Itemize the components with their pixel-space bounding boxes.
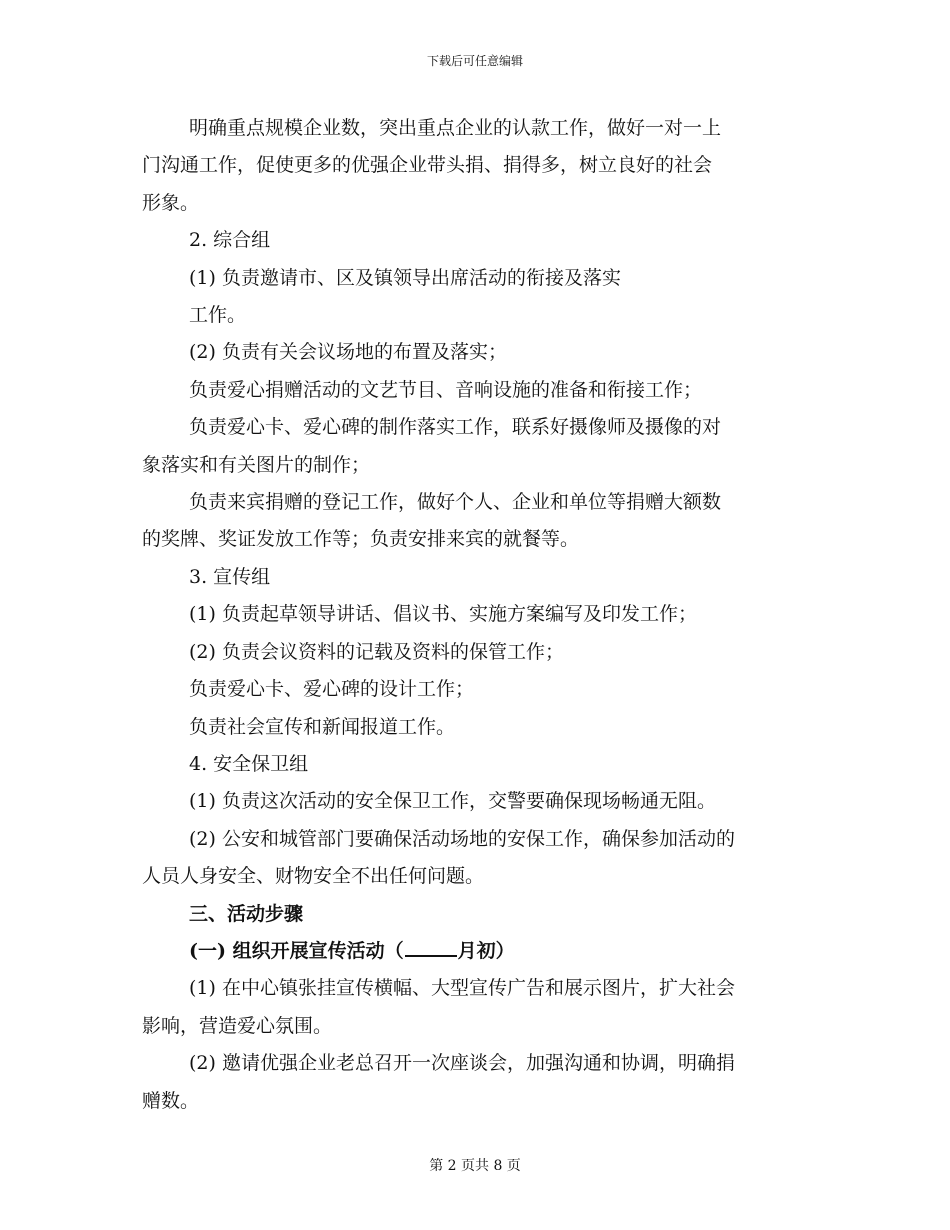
paragraph-line: 负责爱心卡、爱心碑的制作落实工作，联系好摄像师及摄像的对 [189,416,722,439]
paragraph-line: (2) 公安和城管部门要确保活动场地的安保工作，确保参加活动的 [189,827,735,850]
subsection-heading [142,933,812,970]
section-heading: 三、活动步骤 [189,902,304,925]
paragraph-line: (1) 负责起草领导讲话、倡议书、实施方案编写及印发工作； [189,603,697,626]
paragraph-line: (2) 负责会议资料的记载及资料的保管工作； [189,640,564,663]
subsection-heading-text: (一) 组织开展宣传活动（ [189,939,404,962]
page-footer: 第 2 页共 8 页 [429,1158,521,1174]
paragraph-line: 工作。 [189,304,247,327]
paragraph-line: 门沟通工作，促使更多的优强企业带头捐、捐得多，树立良好的社会 [142,154,713,177]
section-heading: 4. 安全保卫组 [189,752,309,775]
paragraph-line: 的奖牌、奖证发放工作等；负责安排来宾的就餐等。 [142,528,580,551]
paragraph-line: 负责来宾捐赠的登记工作，做好个人、企业和单位等捐赠大额数 [189,491,722,514]
paragraph-line: 影响，营造爱心氛围。 [142,1014,333,1037]
paragraph-line: (2) 邀请优强企业老总召开一次座谈会，加强沟通和协调，明确捐 [189,1052,735,1075]
paragraph-line: 赠数。 [142,1089,200,1112]
paragraph-line: 负责爱心捐赠活动的文艺节目、音响设施的准备和衔接工作； [189,378,703,401]
paragraph-line: (1) 负责这次活动的安全保卫工作，交警要确保现场畅通无阻。 [189,790,716,813]
paragraph-line: 象落实和有关图片的制作； [142,453,371,476]
page-header: 下载后可任意编辑 [426,54,523,68]
document-body [142,110,812,1120]
section-heading: 2. 综合组 [189,229,271,252]
paragraph-line: 负责社会宣传和新闻报道工作。 [189,715,456,738]
fill-in-blank [405,935,457,957]
paragraph-line: (1) 在中心镇张挂宣传横幅、大型宣传广告和展示图片，扩大社会 [189,977,735,1000]
subsection-heading-suffix: 月初） [457,939,515,962]
section-heading: 3. 宣传组 [189,565,271,588]
paragraph-line: 负责爱心卡、爱心碑的设计工作； [189,678,475,701]
paragraph-line: 人员人身安全、财物安全不出任何问题。 [142,865,485,888]
paragraph-line: (2) 负责有关会议场地的布置及落实； [189,341,507,364]
paragraph-line: (1) 负责邀请市、区及镇领导出席活动的衔接及落实 [189,266,621,289]
paragraph-line: 明确重点规模企业数，突出重点企业的认款工作，做好一对一上 [189,117,722,139]
paragraph-line: 形象。 [142,191,200,214]
